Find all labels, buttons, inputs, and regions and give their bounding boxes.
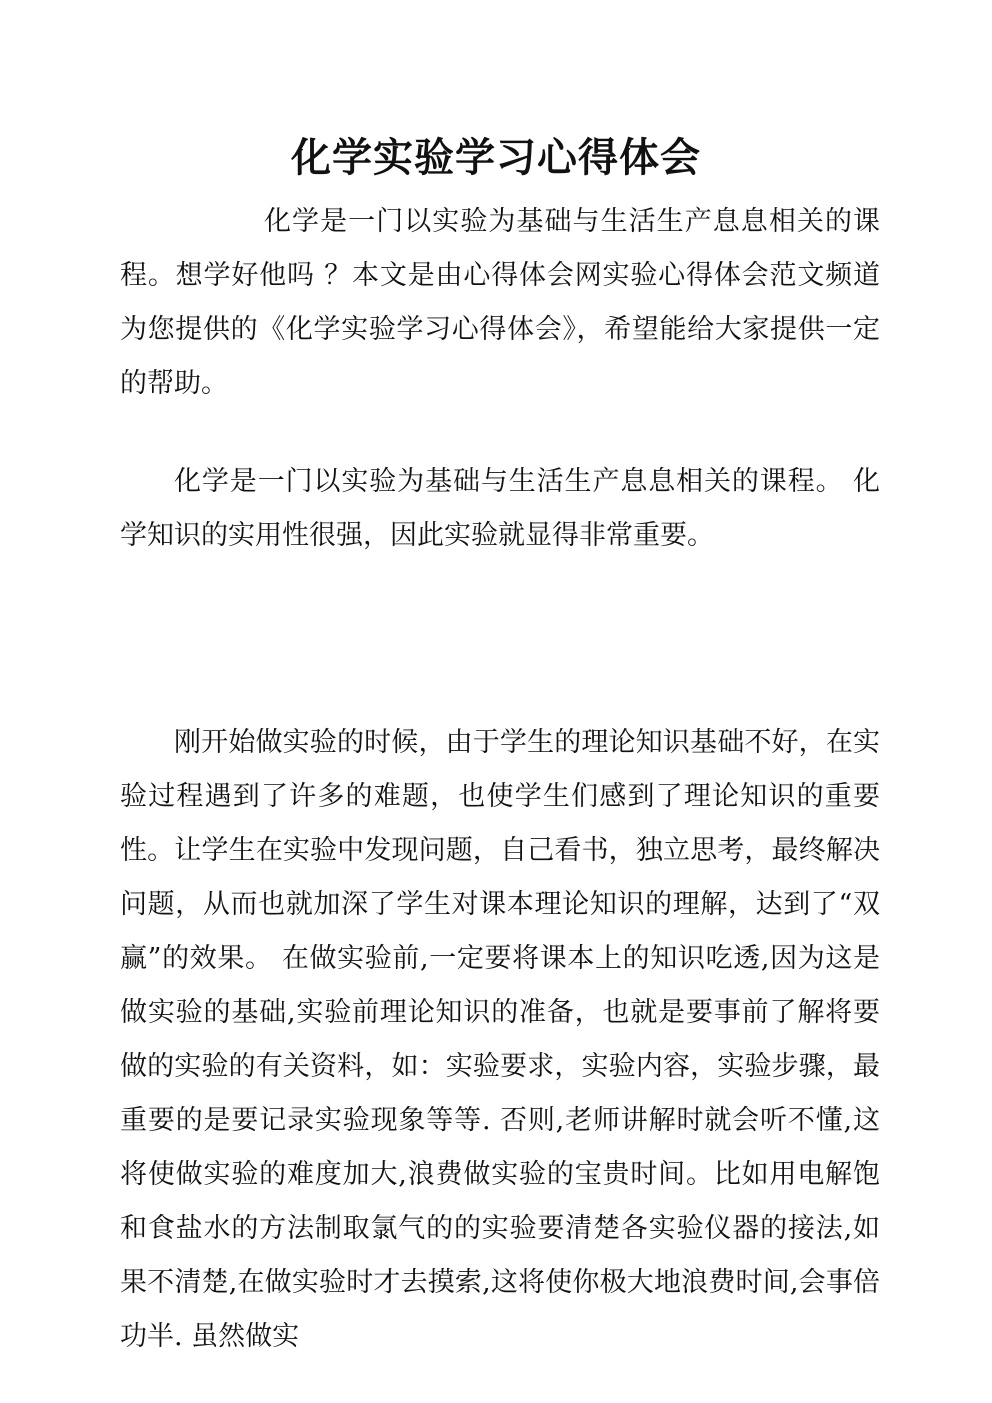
body-paragraph-2: 刚开始做实验的时候，由于学生的理论知识基础不好，在实验过程遇到了许多的难题，也使学生们感到了理论知识的重要性。让学生在实验中发现问题，自己看书，独立思考，最终解决问题，从而也就加深了学生对课本理论知识的理解，达到了“双赢”的效果。 在做实验前,一定要将课本上的知识吃透,因为这是做实验的基础,实验前理论知识的准备，也就是要事前了解将要做的实验的有关资料，如：实验要求，实验内容，实验步骤，最重要的是要记录实验现象等等. 否则,老师讲解时就会听不懂,这将使做实验的难度加大,浪费做实验的宝贵时间。比如用电解饱和食盐水的方法制取氯气的的实验要清楚各实验仪器的接法,如果不清楚,在做实验时才去摸索,这将使你极大地浪费时间,会事倍功半. 虽然做实 [120,727,880,1352]
document-title: 化学实验学习心得体会 [291,134,701,181]
intro-paragraph: 化学是一门以实验为基础与生活生产息息相关的课程。想学好他吗 ？本文是由心得体会网实验心得体会范文频道为您提供的《化学实验学习心得体会》，希望能给大家提供一定的帮助。 [120,206,880,399]
body-paragraph-1: 化学是一门以实验为基础与生活生产息息相关的课程。 化学知识的实用性很强，因此实验就显得非常重要。 [120,466,880,551]
